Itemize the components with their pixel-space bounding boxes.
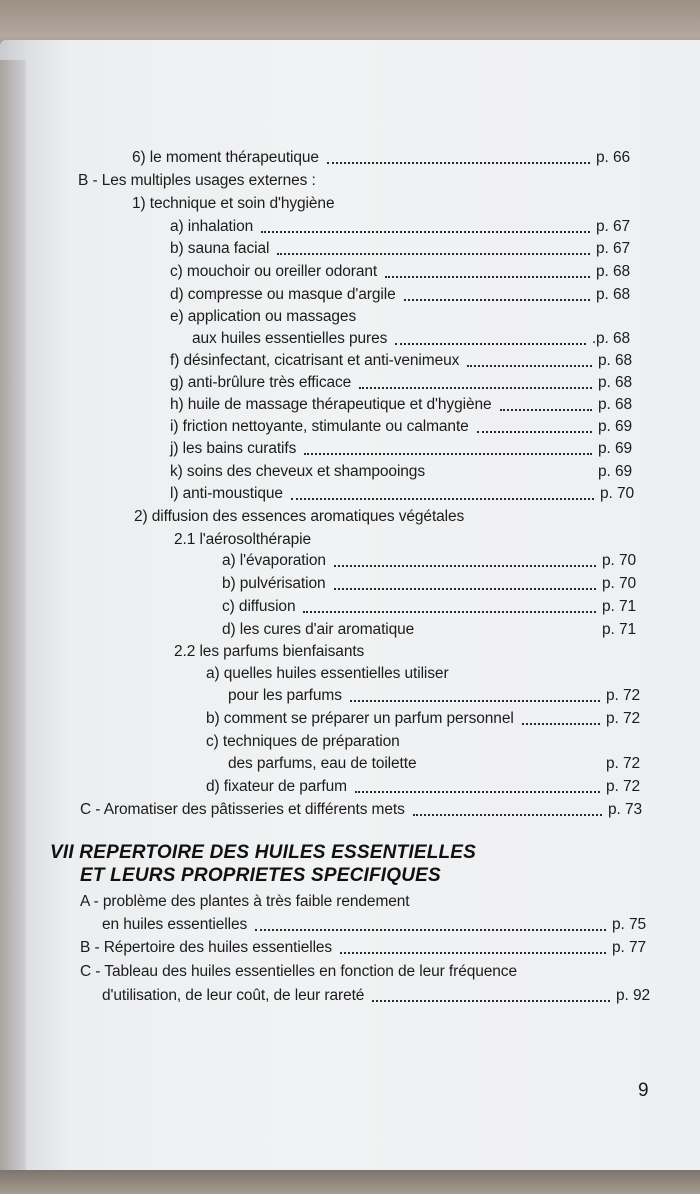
dot-leader bbox=[359, 386, 592, 389]
toc-subheading: 2.2 les parfums bienfaisants bbox=[174, 643, 365, 660]
toc-entry: b) pulvérisation p. 70 bbox=[222, 575, 636, 592]
dot-leader bbox=[522, 722, 600, 725]
toc-entry: d) fixateur de parfum p. 72 bbox=[206, 778, 640, 795]
dot-leader bbox=[404, 298, 590, 301]
toc-entry: a) quelles huiles essentielles utiliser bbox=[206, 665, 449, 682]
toc-entry: c) diffusion p. 71 bbox=[222, 598, 636, 615]
toc-entry: B - Répertoire des huiles essentielles p. 77 bbox=[80, 939, 646, 956]
dot-leader bbox=[340, 951, 606, 954]
toc-subheading: 1) technique et soin d'hygiène bbox=[132, 195, 335, 212]
toc-entry: g) anti-brûlure très efficace p. 68 bbox=[170, 374, 632, 391]
page-spine-shadow bbox=[0, 60, 26, 1180]
toc-entry: a) inhalation p. 67 bbox=[170, 218, 630, 235]
section-heading: VII REPERTOIRE DES HUILES ESSENTIELLES bbox=[50, 842, 477, 863]
toc-entry: h) huile de massage thérapeutique et d'hygiène p. 68 bbox=[170, 396, 632, 413]
dot-leader bbox=[350, 699, 600, 702]
toc-subheading: B - Les multiples usages externes : bbox=[78, 172, 316, 189]
dot-leader bbox=[467, 364, 592, 367]
toc-entry: f) désinfectant, cicatrisant et anti-venimeux p. 68 bbox=[170, 352, 632, 369]
dot-leader bbox=[500, 408, 593, 411]
section-heading: ET LEURS PROPRIETES SPECIFIQUES bbox=[80, 865, 441, 886]
dot-leader bbox=[327, 161, 590, 164]
toc-entry: b) comment se préparer un parfum personnel p. 72 bbox=[206, 710, 640, 727]
toc-entry: c) techniques de préparation bbox=[206, 733, 400, 750]
toc-entry: d) compresse ou masque d'argile p. 68 bbox=[170, 286, 630, 303]
toc-subheading: 2.1 l'aérosolthérapie bbox=[174, 531, 312, 548]
dot-leader bbox=[277, 252, 590, 255]
dot-leader bbox=[355, 790, 600, 793]
toc-entry: 6) le moment thérapeutique p. 66 bbox=[132, 149, 630, 166]
dot-leader bbox=[385, 275, 590, 278]
toc-entry: aux huiles essentielles pures .p. 68 bbox=[192, 330, 630, 347]
toc-entry: b) sauna facial p. 67 bbox=[170, 240, 630, 257]
dot-leader bbox=[422, 633, 596, 636]
page-number: 9 bbox=[638, 1080, 649, 1101]
toc-entry: j) les bains curatifs p. 69 bbox=[170, 440, 632, 457]
toc-entry: k) soins des cheveux et shampooings p. 69 bbox=[170, 463, 632, 480]
dot-leader bbox=[304, 452, 592, 455]
toc-entry: l) anti-moustique p. 70 bbox=[170, 485, 634, 502]
dot-leader bbox=[424, 767, 600, 770]
dot-leader bbox=[413, 813, 602, 816]
toc-entry: C - Aromatiser des pâtisseries et différents mets p. 73 bbox=[80, 801, 642, 818]
dot-leader bbox=[334, 564, 596, 567]
dot-leader bbox=[395, 342, 586, 345]
toc-entry: en huiles essentielles p. 75 bbox=[102, 916, 646, 933]
toc-subheading: 2) diffusion des essences aromatiques végétales bbox=[134, 508, 465, 525]
toc-entry: d) les cures d'air aromatique p. 71 bbox=[222, 621, 636, 638]
dot-leader bbox=[303, 610, 596, 613]
dot-leader bbox=[433, 475, 592, 478]
toc-entry: c) mouchoir ou oreiller odorant p. 68 bbox=[170, 263, 630, 280]
toc-entry: a) l'évaporation p. 70 bbox=[222, 552, 636, 569]
dot-leader bbox=[261, 230, 590, 233]
toc-entry: C - Tableau des huiles essentielles en fonction de leur fréquence bbox=[80, 963, 517, 980]
toc-entry: d'utilisation, de leur coût, de leur rareté p. 92 bbox=[102, 987, 650, 1004]
toc-entry: pour les parfums p. 72 bbox=[228, 687, 640, 704]
toc-entry: A - problème des plantes à très faible rendement bbox=[80, 893, 410, 910]
dot-leader bbox=[255, 928, 606, 931]
dot-leader bbox=[334, 587, 597, 590]
toc-entry: i) friction nettoyante, stimulante ou calmante p. 69 bbox=[170, 418, 632, 435]
toc-entry: des parfums, eau de toilette p. 72 bbox=[228, 755, 640, 772]
dot-leader bbox=[477, 430, 592, 433]
table-surface-bottom bbox=[0, 1170, 700, 1194]
toc-entry: e) application ou massages bbox=[170, 308, 357, 325]
dot-leader bbox=[291, 497, 594, 500]
dot-leader bbox=[372, 999, 610, 1002]
